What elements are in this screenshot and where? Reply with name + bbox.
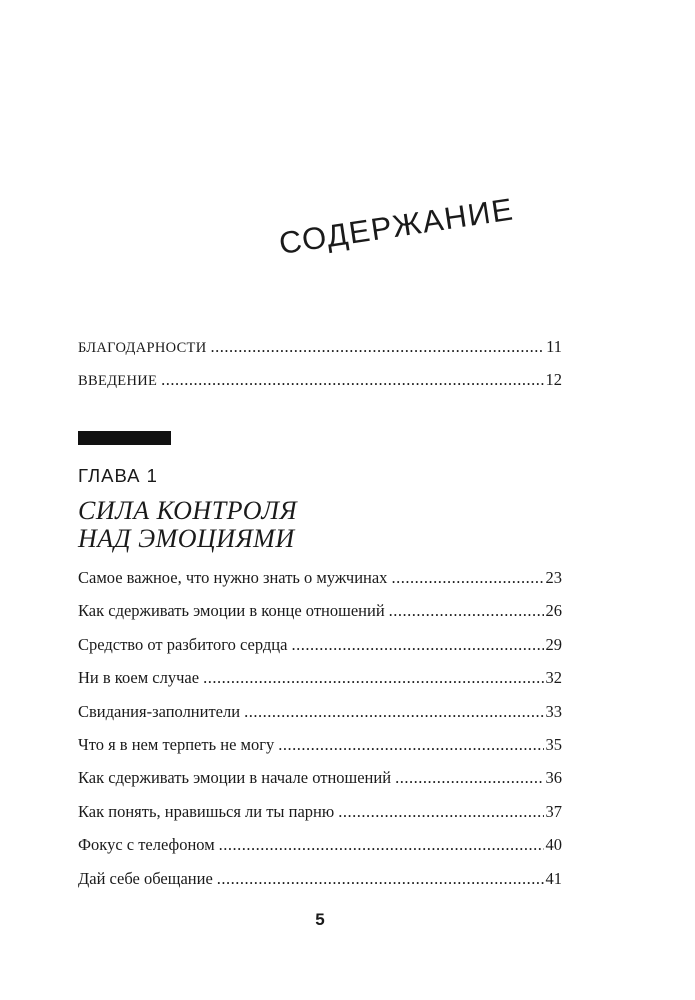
- toc-entry-page: 23: [545, 568, 562, 587]
- toc-entry-label: БЛАГОДАРНОСТИ: [78, 340, 207, 356]
- dot-leader: [291, 635, 543, 655]
- toc-entry-page: 33: [545, 702, 562, 721]
- toc-entry-label: Что я в нем терпеть не могу: [78, 735, 275, 754]
- toc-entry-page: 29: [545, 635, 562, 654]
- chapter-title-line: НАД ЭМОЦИЯМИ: [78, 524, 295, 553]
- toc-entry-page: 40: [545, 835, 562, 854]
- chapter-title-line: СИЛА КОНТРОЛЯ: [78, 496, 298, 525]
- dot-leader: [389, 601, 544, 621]
- toc-entry-label: Как сдерживать эмоции в конце отношений: [78, 601, 385, 620]
- toc-entry-acknowledgements[interactable]: [78, 337, 562, 357]
- toc-entry-introduction[interactable]: [78, 370, 562, 390]
- dot-leader: [338, 802, 543, 822]
- page-number: 5: [315, 910, 325, 929]
- dot-leader: [211, 337, 545, 357]
- toc-entry-page: 26: [545, 601, 562, 620]
- toc-entry-page: 36: [545, 768, 562, 787]
- toc-entry-label: Фокус с телефоном: [78, 835, 215, 854]
- toc-entry[interactable]: [78, 802, 562, 822]
- toc-entry-page: 32: [545, 668, 562, 687]
- page-title: СОДЕРЖАНИЕ: [276, 191, 517, 262]
- dot-leader: [391, 568, 543, 588]
- toc-entry[interactable]: [78, 635, 562, 655]
- dot-leader: [203, 668, 543, 688]
- toc-entry[interactable]: [78, 768, 562, 788]
- toc-entry[interactable]: [78, 702, 562, 722]
- toc-entry-label: Как сдерживать эмоции в начале отношений: [78, 768, 392, 787]
- toc-entry-label: Средство от разбитого сердца: [78, 635, 288, 654]
- toc-entry-page: 11: [546, 337, 562, 356]
- toc-entry[interactable]: [78, 869, 562, 889]
- toc-entry[interactable]: [78, 601, 562, 621]
- toc-entry-label: ВВЕДЕНИЕ: [78, 373, 158, 389]
- dot-leader: [217, 869, 544, 889]
- toc-entry[interactable]: [78, 568, 562, 588]
- toc-entry-label: Свидания-заполнители: [78, 702, 241, 721]
- toc-entry-page: 41: [545, 869, 562, 888]
- dot-leader: [244, 702, 543, 722]
- toc-entry[interactable]: [78, 735, 562, 755]
- toc-entry-label: Дай себе обещание: [78, 869, 213, 888]
- toc-entry-label: Ни в коем случае: [78, 668, 200, 687]
- toc-entry-label: Как понять, нравишься ли ты парню: [78, 802, 335, 821]
- toc-entry-label: Самое важное, что нужно знать о мужчинах: [78, 568, 388, 587]
- toc-entry[interactable]: [78, 668, 562, 688]
- dot-leader: [395, 768, 543, 788]
- toc-entry-page: 35: [545, 735, 562, 754]
- toc-entry-page: 37: [545, 802, 562, 821]
- dot-leader: [278, 735, 543, 755]
- toc-entry[interactable]: [78, 835, 562, 855]
- dot-leader: [161, 370, 543, 390]
- chapter-label: ГЛАВА 1: [78, 465, 158, 486]
- toc-entry-page: 12: [545, 370, 562, 389]
- dot-leader: [219, 835, 544, 855]
- chapter-divider-bar: [78, 431, 171, 445]
- chapter-title: [78, 497, 297, 553]
